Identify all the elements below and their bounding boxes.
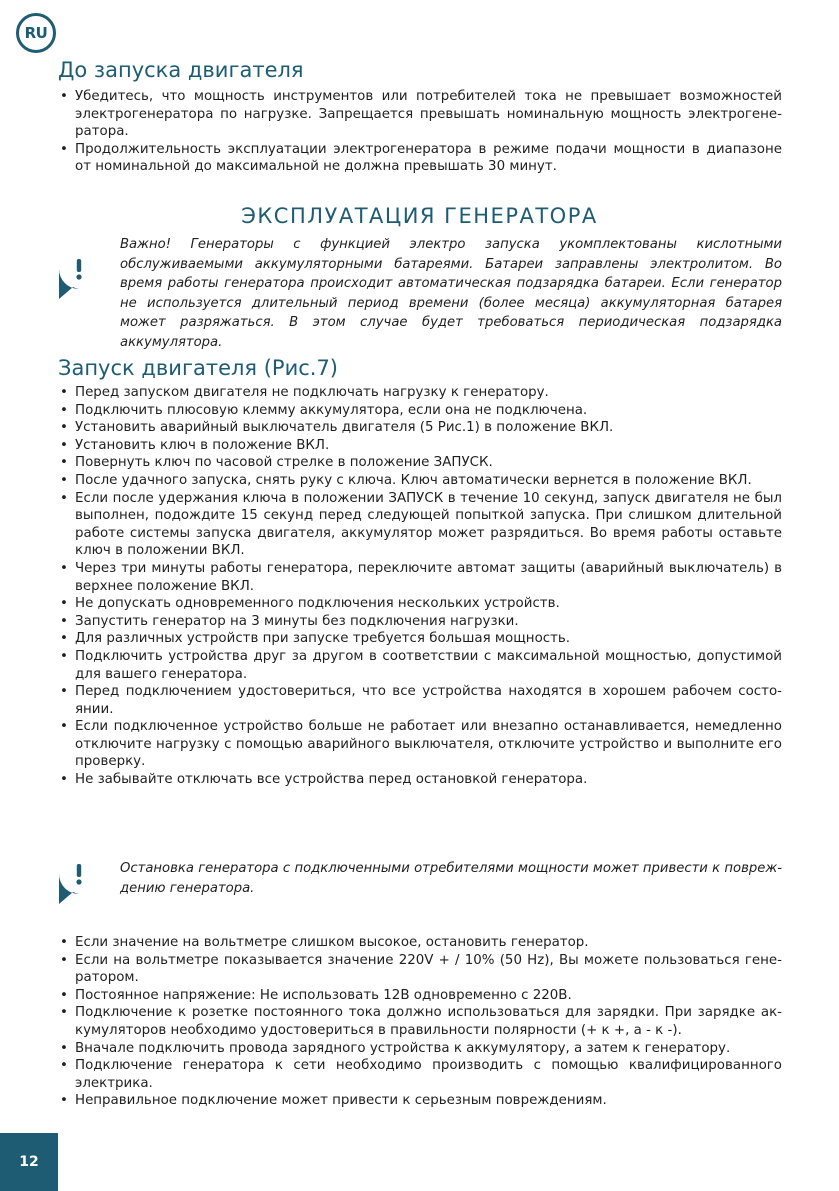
list-item: • Если подключенное устройство больше не работает или внезапно останавливается, немедленно отключите нагрузку с помощью аварийного выключателя, отключите устройство и выполните его проверку. bbox=[58, 718, 782, 771]
page-main-title: ЭКСПЛУАТАЦИЯ ГЕНЕРАТОРА bbox=[241, 204, 598, 228]
page-number: 12 bbox=[0, 1133, 58, 1191]
warning-icon bbox=[57, 247, 101, 301]
list-item: • Вначале подключить провода зарядного устройства к аккумулятору, а затем к генератору. bbox=[58, 1040, 782, 1058]
list-item: • Повернуть ключ по часовой стрелке в положение ЗАПУСК. bbox=[58, 454, 782, 472]
list-item: • Не забывайте отключать все устройства перед остановкой генератора. bbox=[58, 771, 782, 789]
important-note: Важно! Генераторы с функцией электро запуска укомплектованы кислотными обслуживаемыми аккумуляторными батареями. Батареи заправлены электролитом. Во время работы генератора происходит автоматическая подзарядка батареи. Если генератор не используется длительный период времени (более месяца) аккумуляторная батарея может разряжаться. В этом случае будет требоваться периодическая подзарядка аккумулятора. bbox=[120, 237, 782, 350]
list-item: • Неправильное подключение может привести к серьезным повреждениям. bbox=[58, 1092, 782, 1110]
list-item: • Не допускать одновременного подключения нескольких устройств. bbox=[58, 595, 782, 613]
voltage-list bbox=[58, 934, 782, 1110]
list-item: • Запустить генератор на 3 минуты без подключения нагрузки. bbox=[58, 613, 782, 631]
list-item: • Если после удержания ключа в положении ЗАПУСК в течение 10 секунд, запуск двигателя не был выполнен, подождите 15 секунд перед следующей попыткой запуска. При слишком длительной работе системы запуска двигателя, аккумулятор может разрядиться. Во время работы оставьте ключ в положении ВКЛ. bbox=[58, 490, 782, 560]
list-item: • Если значение на вольтметре слишком высокое, остановить генератор. bbox=[58, 934, 782, 952]
list-item: • Через три минуты работы генератора, переключите автомат защиты (аварийный выключатель) в верхнее положение ВКЛ. bbox=[58, 560, 782, 595]
stop-warning-note: Остановка генератора с подключенными отребителями мощности может привести к повреждению генератора. bbox=[120, 861, 782, 896]
list-item: • Перед подключением удостовериться, что все устройства находятся в хорошем рабочем состоянии. bbox=[58, 683, 782, 718]
list-item: • Установить аварийный выключатель двигателя (5 Рис.1) в положение ВКЛ. bbox=[58, 419, 782, 437]
section-title-before-start: До запуска двигателя bbox=[58, 58, 304, 82]
before-start-list bbox=[58, 88, 782, 176]
list-item: • Подключить устройства друг за другом в соответствии с максимальной мощностью, допустимой для вашего генератора. bbox=[58, 648, 782, 683]
engine-start-list bbox=[58, 384, 782, 789]
list-item: • Для различных устройств при запуске требуется большая мощность. bbox=[58, 630, 782, 648]
list-item: • Подключение к розетке постоянного тока должно использоваться для зарядки. При зарядке аккумуляторов необходимо удостовериться в правильности полярности (+ к +, а - к -). bbox=[58, 1004, 782, 1039]
list-item: • Подключить плюсовую клемму аккумулятора, если она не подключена. bbox=[58, 402, 782, 420]
list-item: • Продолжительность эксплуатации электрогенератора в режиме подачи мощности в диапазоне от номинальной до максимальной не должна превышать 30 минут. bbox=[58, 141, 782, 176]
warning-icon bbox=[57, 852, 101, 906]
list-item: • Установить ключ в положение ВКЛ. bbox=[58, 437, 782, 455]
list-item: • Убедитесь, что мощность инструментов или потребителей тока не превышает возможностей электрогенератора по нагрузке. Запрещается превышать номинальную мощность электрогенератора. bbox=[58, 88, 782, 141]
list-item: • Постоянное напряжение: Не использовать 12В одновременно с 220В. bbox=[58, 987, 782, 1005]
section-title-engine-start: Запуск двигателя (Рис.7) bbox=[58, 356, 339, 380]
list-item: • После удачного запуска, снять руку с ключа. Ключ автоматически вернется в положение ВКЛ. bbox=[58, 472, 782, 490]
list-item: • Если на вольтметре показывается значение 220V + / 10% (50 Hz), Вы можете пользоваться генератором. bbox=[58, 952, 782, 987]
list-item: • Подключение генератора к сети необходимо производить с помощью квалифицированного электрика. bbox=[58, 1057, 782, 1092]
list-item: • Перед запуском двигателя не подключать нагрузку к генератору. bbox=[58, 384, 782, 402]
language-badge: RU bbox=[16, 13, 56, 53]
